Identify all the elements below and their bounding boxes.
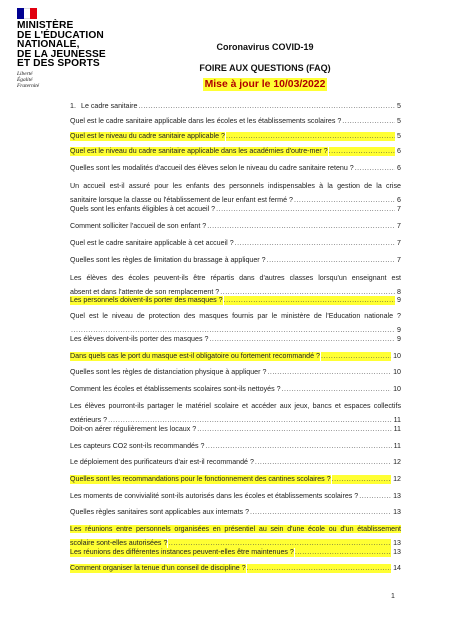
toc-page-number: 9 — [397, 326, 401, 334]
toc-entry[interactable] — [70, 492, 401, 501]
toc-entry-text: Les réunions entre personnels organisées en présentiel au sein d'une école ou d'un établissement — [70, 525, 401, 533]
toc-page-number: 10 — [393, 385, 401, 393]
toc-page-number: 12 — [393, 458, 401, 466]
toc-leader-dots — [267, 368, 391, 377]
toc-entry[interactable] — [70, 296, 401, 305]
toc-entry-text: Les capteurs CO2 sont-ils recommandés ? — [70, 442, 205, 450]
toc-page-number: 13 — [393, 539, 401, 547]
toc-leader-dots — [209, 335, 395, 344]
toc-entry-text: Quelles sont les règles de limitation du brassage à appliquer ? — [70, 256, 266, 264]
toc-entry[interactable] — [70, 525, 401, 548]
toc-entry-text: scolaire sont-elles autorisées ? — [70, 539, 168, 547]
toc-entry-text: Quelles sont les recommandations pour le fonctionnement des cantines scolaires ? — [70, 475, 331, 483]
toc-entry-text: Les élèves pourront-ils partager le matériel scolaire et accéder aux jeux, bancs et espaces collectifs — [70, 402, 401, 410]
toc-entry[interactable] — [70, 164, 401, 173]
republic-motto: Liberté Égalité Fraternité — [17, 70, 40, 89]
toc-page-number: 14 — [393, 564, 401, 572]
toc-entry-text: Le cadre sanitaire — [81, 102, 138, 110]
toc-entry[interactable] — [70, 475, 401, 484]
toc-page-number: 13 — [393, 492, 401, 500]
toc-entry[interactable] — [70, 335, 401, 344]
toc-entry[interactable] — [70, 352, 401, 361]
document-subtitle: FOIRE AUX QUESTIONS (FAQ) — [199, 63, 331, 73]
toc-entry[interactable] — [70, 132, 401, 141]
toc-page-number: 11 — [393, 442, 401, 450]
toc-entry[interactable] — [70, 508, 401, 517]
toc-entry[interactable] — [70, 256, 401, 265]
document-header — [140, 42, 390, 92]
toc-page-number: 10 — [393, 352, 401, 360]
toc-leader-dots — [224, 296, 395, 305]
toc-entry-text: Quelles sont les règles de distanciation physique à appliquer ? — [70, 368, 267, 376]
toc-leader-dots — [71, 326, 395, 335]
toc-page-number: 6 — [397, 147, 401, 155]
toc-entry-text: Les élèves doivent-ils porter des masques ? — [70, 335, 209, 343]
toc-entry-text: Comment les écoles et établissements scolaires sont-ils nettoyés ? — [70, 385, 281, 393]
toc-entry-text: sanitaire lorsque la classe ou l'établissement de leur enfant est fermé ? — [70, 196, 293, 204]
toc-entry-text: Quel est le niveau de protection des masques fournis par le ministère de l'Education nationale ? — [70, 312, 401, 320]
toc-entry-text: extérieurs ? — [70, 416, 108, 424]
toc-leader-dots — [329, 147, 395, 156]
toc-page-number: 7 — [397, 222, 401, 230]
toc-entry[interactable] — [70, 564, 401, 573]
toc-entry-text: Le déploiement des purificateurs d'air est-il recommandé ? — [70, 458, 254, 466]
toc-leader-dots — [207, 222, 395, 231]
toc-entry[interactable] — [70, 425, 401, 434]
toc-leader-dots — [355, 164, 395, 173]
toc-page-number: 9 — [397, 296, 401, 304]
toc-entry-text: Quels sont les enfants éligibles à cet accueil ? — [70, 205, 216, 213]
update-date: Mise à jour le 10/03/2022 — [204, 79, 326, 90]
toc-leader-dots — [168, 539, 391, 548]
toc-entry-text: Les moments de convivialité sont-ils autorisés dans les écoles et établissements scolaires ? — [70, 492, 359, 500]
toc-leader-dots — [255, 458, 391, 467]
toc-leader-dots — [205, 442, 391, 451]
page-number: 1 — [391, 593, 395, 600]
document-title: Coronavirus COVID-19 — [216, 42, 314, 52]
toc-leader-dots — [197, 425, 391, 434]
toc-page-number: 8 — [397, 288, 401, 296]
toc-entry-text: Comment solliciter l'accueil de son enfant ? — [70, 222, 207, 230]
toc-entry[interactable] — [70, 385, 401, 394]
toc-entry-text: Quel est le niveau du cadre sanitaire applicable dans les académies d'outre-mer ? — [70, 147, 328, 155]
toc-page-number: 11 — [393, 425, 401, 433]
toc-leader-dots — [267, 256, 395, 265]
toc-page-number: 13 — [393, 508, 401, 516]
toc-entry-text: Les réunions des différentes instances peuvent-elles être maintenues ? — [70, 548, 294, 556]
toc-entry[interactable] — [70, 205, 401, 214]
toc-leader-dots — [216, 205, 395, 214]
toc-entry-text: Dans quels cas le port du masque est-il obligatoire ou fortement recommandé ? — [70, 352, 320, 360]
toc-leader-dots — [282, 385, 392, 394]
toc-page-number: 5 — [397, 132, 401, 140]
toc-page-number: 7 — [397, 205, 401, 213]
toc-leader-dots — [247, 564, 391, 573]
toc-leader-dots — [294, 196, 395, 205]
toc-leader-dots — [235, 239, 395, 248]
toc-page-number: 12 — [393, 475, 401, 483]
toc-page-number: 6 — [397, 164, 401, 172]
toc-entry[interactable] — [70, 182, 401, 205]
ministry-logo — [17, 8, 137, 89]
toc-entry[interactable] — [70, 117, 401, 126]
toc-leader-dots — [342, 117, 395, 126]
toc-entry[interactable] — [70, 312, 401, 335]
toc-entry-text: Un accueil est-il assuré pour les enfants des personnels indispensables à la gestion de la crise — [70, 182, 401, 190]
toc-page-number: 5 — [397, 117, 401, 125]
toc-page-number: 10 — [393, 368, 401, 376]
toc-entry[interactable] — [70, 458, 401, 467]
toc-entry-text: Doit-on aérer régulièrement les locaux ? — [70, 425, 197, 433]
toc-leader-dots — [321, 352, 391, 361]
toc-leader-dots — [226, 132, 395, 141]
toc-leader-dots — [250, 508, 391, 517]
toc-page-number: 11 — [393, 416, 401, 424]
toc-entry-text: absent et dans l'attente de son remplacement ? — [70, 288, 220, 296]
toc-page-number: 7 — [397, 239, 401, 247]
toc-entry-text: Quel est le cadre sanitaire applicable à cet accueil ? — [70, 239, 234, 247]
toc-entry[interactable] — [70, 222, 401, 231]
toc-entry[interactable] — [70, 274, 401, 297]
toc-entry-text: Les personnels doivent-ils porter des masques ? — [70, 296, 223, 304]
toc-entry[interactable] — [70, 102, 401, 111]
toc-entry-text: Quelles règles sanitaires sont applicables aux internats ? — [70, 508, 250, 516]
toc-entry[interactable] — [70, 442, 401, 451]
toc-leader-dots — [295, 548, 391, 557]
toc-page-number: 5 — [397, 102, 401, 110]
french-flag-icon — [17, 8, 37, 19]
toc-page-number: 13 — [393, 548, 401, 556]
ministry-name: MINISTÈRE DE L'ÉDUCATION NATIONALE, DE LA JEUNESSE ET DES SPORTS — [17, 20, 106, 70]
toc-leader-dots — [138, 102, 395, 111]
toc-entry[interactable] — [70, 147, 401, 156]
toc-entry-text: Comment organiser la tenue d'un conseil de discipline ? — [70, 564, 246, 572]
toc-entry[interactable] — [70, 548, 401, 557]
toc-entry-text: Les élèves des écoles peuvent-ils être répartis dans d'autres classes lorsqu'un enseignant est — [70, 274, 401, 282]
toc-entry[interactable] — [70, 239, 401, 248]
toc-leader-dots — [359, 492, 391, 501]
toc-entry-text: Quel est le niveau du cadre sanitaire applicable ? — [70, 132, 225, 140]
toc-entry[interactable] — [70, 402, 401, 425]
toc-entry[interactable] — [70, 368, 401, 377]
toc-leader-dots — [108, 416, 392, 425]
toc-section-number: 1. — [70, 102, 76, 110]
toc-entry-text: Quel est le cadre sanitaire applicable dans les écoles et les établissements scolaires ? — [70, 117, 342, 125]
toc-page-number: 7 — [397, 256, 401, 264]
toc-page-number: 6 — [397, 196, 401, 204]
toc-page-number: 9 — [397, 335, 401, 343]
toc-leader-dots — [332, 475, 391, 484]
toc-entry-text: Quelles sont les modalités d'accueil des élèves selon le niveau du cadre sanitaire retenu ? — [70, 164, 354, 172]
